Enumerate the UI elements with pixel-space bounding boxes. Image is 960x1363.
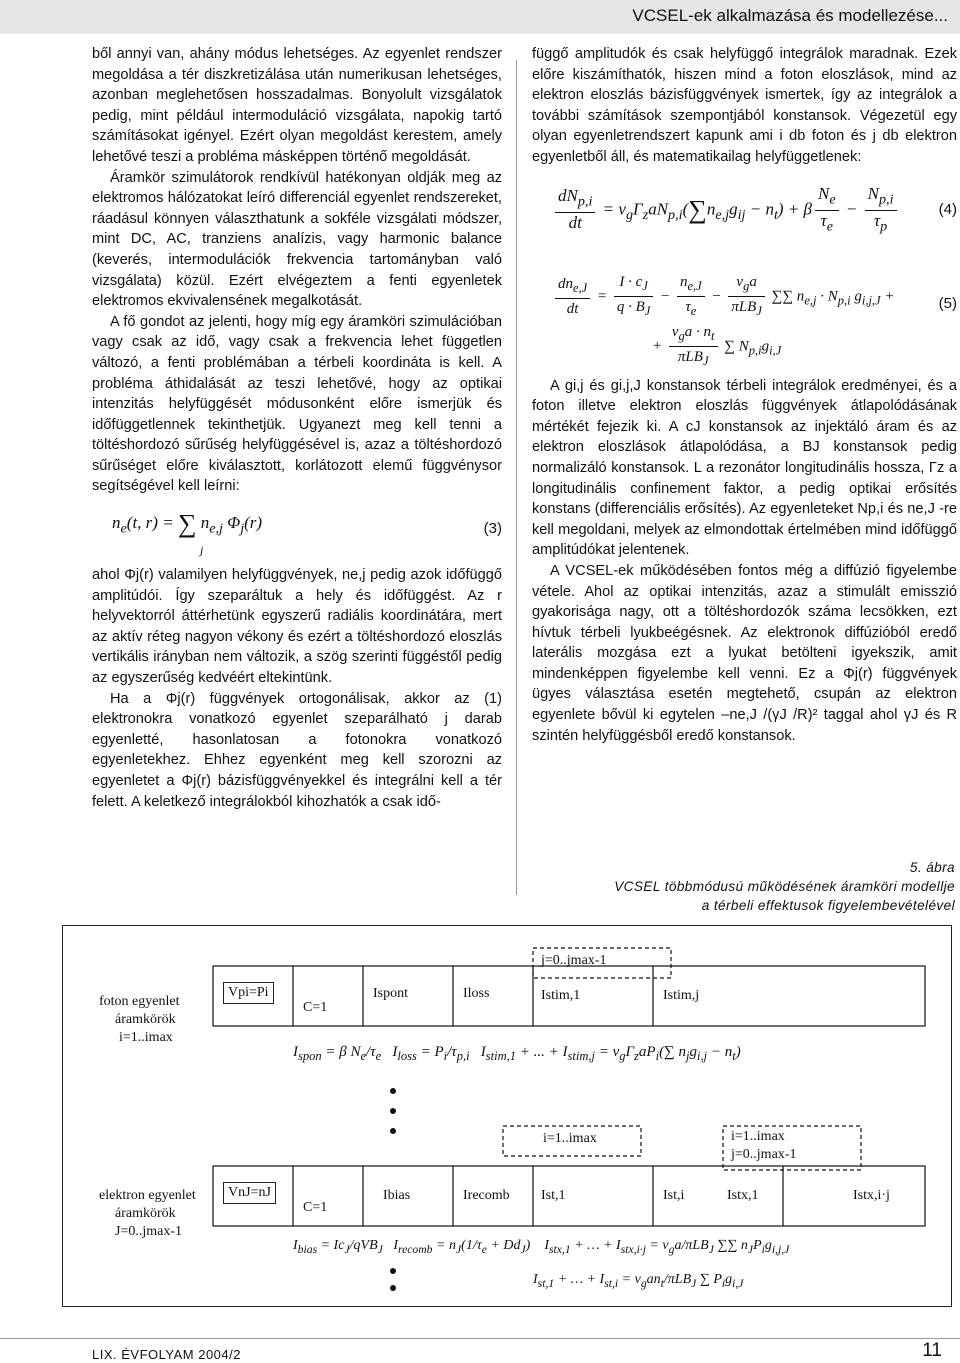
electron-current-equations: $I_{st,1}$ + … + $I_{st,i} = v_gan_t/\pi LB_J$ ∑ $P_ig_{i,J}$	[533, 1272, 744, 1290]
j-range-label: j=0..jmax-1	[541, 953, 607, 968]
ellipsis-dot	[390, 1285, 396, 1291]
current-source-label: Ibias	[383, 1188, 411, 1203]
electron-label: áramkörök	[115, 1206, 176, 1221]
current-source-label: Ist,1	[541, 1188, 566, 1203]
ellipsis-dot	[390, 1108, 396, 1114]
caption-line: VCSEL többmódusú működésének áramköri modellje	[614, 879, 955, 894]
capacitor-electron: C=1	[303, 1200, 328, 1215]
equation-number: (5)	[938, 294, 957, 312]
voltage-source-photon: Vpi=Pi	[223, 982, 274, 1004]
current-source-label: Iloss	[463, 986, 490, 1001]
running-header	[0, 0, 960, 34]
electron-current-equations: $I_{bias} = Ic_J/qVB_J$ $I_{recomb} = n_J(1/\tau_e + Dd_J)$ $I_{stx,1}$ + … + $I_{stx,i\cdot j} = v_ga/\pi LB_J$ ∑∑ $n_JP_ig_{i,j,J}$	[293, 1238, 790, 1256]
paragraph: ből annyi van, ahány módus lehetséges. Az egyenlet rendszer megoldása a tér diszkretizálása után numerikusan lehetséges, azonban meglehetősen hosszadalmas. Bonyolult vizsgálatok pedig, mint például intermoduláció vizsgálata, napokig tartó számításokat igényel. Ezért olyan megoldást kerestem, amely lehetővé teszi a probléma másképpen történő megoldását.	[92, 46, 502, 165]
current-source-label: Istim,1	[541, 988, 581, 1003]
figure-number: 5. ábra	[909, 860, 955, 875]
column-divider	[516, 60, 517, 895]
footer-rule	[0, 1338, 960, 1339]
photon-label: foton egyenlet	[99, 994, 180, 1009]
voltage-source-electron: VnJ=nJ	[223, 1182, 276, 1204]
circuit-diagram	[62, 925, 952, 1307]
current-source-label: Istx,1	[727, 1188, 759, 1203]
running-title: VCSEL-ek alkalmazása és modellezése...	[632, 6, 948, 25]
ellipsis-dot	[390, 1128, 396, 1134]
paragraph: Áramkör szimulátorok rendkívül hatékonyan oldják meg az elektromos hálózatokat leíró differenciál egyenlet rendszereket, ráadásul könnyen választhatunk a sokféle vizsgálati módszer, mint DC, AC, tranziens analízis, vagy harmonic balance (keverés, intermodulációk frekvencia tartományban való vizsgálata) közül. Ezért elvégeztem a fenti egyenletek elektromos ekvivalensének megalkotását.	[92, 169, 502, 310]
paragraph: A VCSEL-ek működésében fontos még a diffúzió figyelembe vétele. Ahol az optikai intenzitás, azaz a stimulált emisszió gyakorisága nagy, ott a töltéshordozók száma lecsökken, ezt hívtuk térbeli lyukbeégésnek. Az elektronok diffúzióból eredő laterális mozgása ezt a lyukat betölteni igyekszik, amit mindenképpen figyelembe kell venni. Ez a Φj(r) függvények ügyes választása esetén megtehető, csupán az elektron egyenlete bővül ki egytelen –ne,J /(γJ /R)² taggal ahol γJ és R szintén helyfüggésből eredő konstansok.	[532, 562, 957, 744]
paragraph: ahol Φj(r) valamilyen helyfüggvények, ne,j pedig azok időfüggő amplitúdói. Így szeparáltuk a hely és időfüggést. Az r helyvektorról áttérhetünk egyszerű radiális koordinátára, mert az aktív réteg nagyon vékony és ezért a töltéshordozó eloszlás vertikális irányban nem változik, a szög szerinti függéstől pedig az egyszerűség kedvéért eltekintünk.	[92, 567, 502, 687]
paragraph: A fő gondot az jelenti, hogy míg egy áramköri szimulációban vagy csak az idő, vagy csak a frekvencia lehet független változó, a fenti problémában a térbeli koordináta is kell. A probléma áthidalását az teszi lehetővé, hogy az optikai intenzitás helyfüggését módusonként előre ismerjük és időfüggetlennek tekinthetjük. Ugyanezt meg kell tenni a töltéshordozó sűrűség helyfüggésével is, azaz a töltéshordozó sűrűséget előre kiválasztott, korlátozott elemű függvénysor segítségével kell leírni:	[92, 313, 502, 495]
caption-line: a térbeli effektusok figyelembevételével	[701, 898, 955, 913]
electron-label: J=0..jmax-1	[115, 1224, 182, 1239]
equation-body: $n_e(t$, r) = ∑ $n_{e,j}$ $\Phi_j(r)$ j	[112, 508, 263, 558]
equation-body: $\frac{dn_{e,J}}{dt}$ = $\frac{I \cdot c_J}{q \cdot B_J}$ − $\frac{n_{e,J}}{\tau_e}$ − $\frac{v_ga}{\pi LB_J}$ ∑∑ $n_{e,j} \cdot N_{p,i}$ $g_{i,j,J}$ + + $\frac{v_ga \cdot n_t}{\pi LB_J}$ ∑ $N_{p,i}g_{i,J}$	[552, 272, 894, 372]
equation-5	[532, 260, 957, 372]
equation-4	[532, 172, 957, 256]
current-source-label: Istim,j	[663, 988, 700, 1003]
capacitor-photon: C=1	[303, 1000, 328, 1015]
i-range-label: i=1..imax	[543, 1131, 597, 1146]
paragraph: A gi,j és gi,j,J konstansok térbeli integrálok eredményei, és a foton illetve elektron eloszlás függvények átlapolódásának mértékét fejezik ki. A cJ konstansok az injektáló áram és az elektron eloszlások átlapolódása, a BJ konstansok pedig normalizáló konstansok. L a rezonátor longitudinális hossza, Γz a longitudinális confinement faktor, a pedig optikai erősítés konstans (differenciális erősítés). Az egyenleteket Np,i és ne,J -re kell megoldani, melyek az elmondottak értelmében mind időfüggő amplitúdókat jelentenek.	[532, 377, 957, 559]
left-column	[92, 44, 502, 812]
current-source-label: Istx,i·j	[853, 1188, 890, 1203]
photon-label: áramkörök	[115, 1012, 176, 1027]
ellipsis-dot	[390, 1268, 396, 1274]
electron-label: elektron egyenlet	[99, 1188, 196, 1203]
paragraph: függő amplitudók és csak helyfüggő integrálok maradnak. Ezek előre kiszámíthatók, hiszen mind a foton eloszlások, mind az elektron eloszlás bázisfüggvények ismertek, így az integrálok a további számítások szempontjából konstansok. Végezetül egy olyan egyenletrendszert kapunk ami i db foton és j db elektron egyenletből áll, és matematikailag helyfüggetlenek:	[532, 46, 957, 165]
equation-body: $\frac{dN_{p,i}}{dt}$ = $v_g\Gamma_zaN_{p,i}(\sum n_{e,j}g_{ij} - n_t) + \beta$ $\frac{N_e}{\tau_e}$ − $\frac{N_{p,i}}{\tau_p}$	[552, 184, 900, 237]
ellipsis-dot	[390, 1088, 396, 1094]
equation-3	[92, 501, 502, 561]
photon-current-equations: $I_{spon} = \beta$ $N_e/\tau_e$ $I_{loss} = P_i/\tau_{p,i}$ $I_{stim,1}$ + ... + $I_{stim,j} = v_g\Gamma_zaP_i(\sum$ $n_jg_{i,j} - n_t$)	[293, 1044, 741, 1063]
page-number: 11	[922, 1340, 942, 1361]
photon-label: i=1..imax	[119, 1030, 173, 1045]
j-range-label: j=0..jmax-1	[731, 1147, 797, 1162]
current-source-label: Irecomb	[463, 1188, 510, 1203]
figure-caption	[540, 858, 955, 915]
right-column	[532, 44, 957, 746]
equation-number: (4)	[938, 200, 957, 218]
current-source-label: Ist,i	[663, 1188, 685, 1203]
i-range-label: i=1..imax	[731, 1129, 785, 1144]
current-source-label: Ispont	[373, 986, 408, 1001]
footer-volume: LIX. ÉVFOLYAM 2004/2	[92, 1347, 241, 1362]
equation-number: (3)	[483, 520, 502, 538]
electron-circuit-bus	[213, 1166, 925, 1226]
paragraph: Ha a Φj(r) függvények ortogonálisak, akkor az (1) elektronokra vonatkozó egyenlet szeparálható j darab egyenletté, hasonlatosan a fotonokra vonatkozó egyenletekhez. Ehhez egyenként meg kell szorozni az egyenletet a Φj(r) bázisfüggvényekkel és integrálni kell a tér felett. A keletkező integrálokból kihozhatók a csak idő-	[92, 690, 502, 810]
